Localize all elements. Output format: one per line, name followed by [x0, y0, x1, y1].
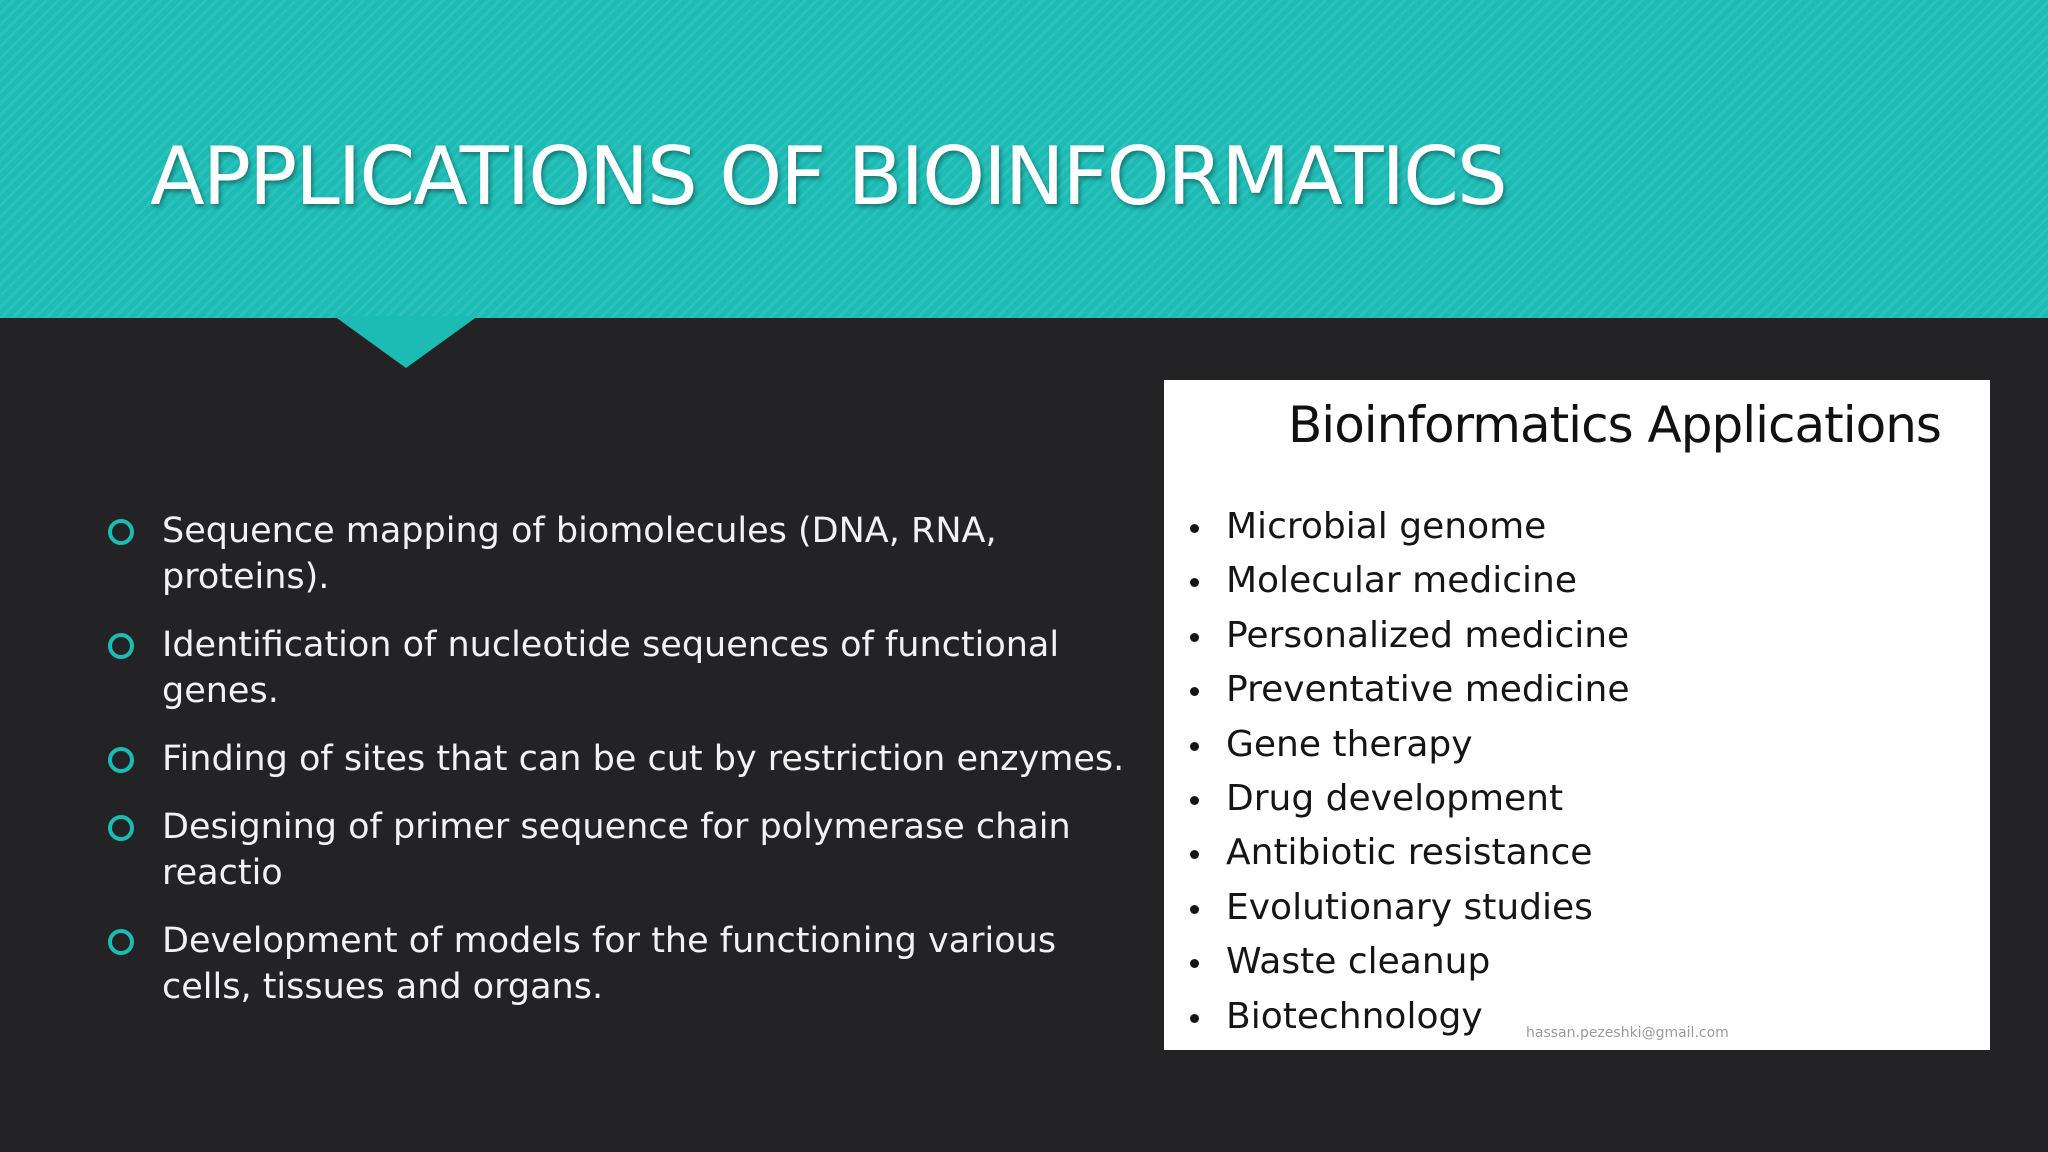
figure-credit: hassan.pezeshki@gmail.com	[1526, 1025, 1729, 1041]
bullet-item	[106, 736, 1156, 782]
figure-list-item	[1186, 772, 1630, 826]
applications-figure	[1164, 380, 1990, 1050]
slide-title: APPLICATIONS OF BIOINFORMATICS	[150, 130, 1506, 223]
header-notch	[334, 316, 478, 368]
dot-bullet-icon	[1190, 687, 1199, 696]
bullet-list	[106, 508, 1156, 1032]
circle-bullet-icon	[108, 929, 134, 955]
bullet-text: Development of models for the functioning various cells, tissues and organs.	[162, 921, 1057, 1007]
bullet-item	[106, 508, 1156, 600]
figure-list-item	[1186, 826, 1630, 880]
figure-list-item	[1186, 935, 1630, 989]
figure-item-text: Gene therapy	[1226, 723, 1473, 765]
figure-list-item	[1186, 500, 1630, 554]
dot-bullet-icon	[1190, 959, 1199, 968]
bullet-text: Sequence mapping of biomolecules (DNA, RNA, proteins).	[162, 511, 997, 597]
circle-bullet-icon	[108, 815, 134, 841]
circle-bullet-icon	[108, 519, 134, 545]
figure-item-text: Molecular medicine	[1226, 560, 1577, 602]
figure-item-text: Personalized medicine	[1226, 614, 1630, 656]
figure-list-item	[1186, 663, 1630, 717]
figure-list-item	[1186, 554, 1630, 608]
dot-bullet-icon	[1190, 796, 1199, 805]
figure-list-item	[1186, 718, 1630, 772]
circle-bullet-icon	[108, 633, 134, 659]
circle-bullet-icon	[108, 747, 134, 773]
dot-bullet-icon	[1190, 578, 1199, 587]
figure-list-item	[1186, 609, 1630, 663]
figure-item-text: Antibiotic resistance	[1226, 832, 1593, 874]
bullet-item	[106, 804, 1156, 896]
dot-bullet-icon	[1190, 850, 1199, 859]
figure-item-text: Evolutionary studies	[1226, 886, 1593, 928]
bullet-text: Identification of nucleotide sequences of functional genes.	[162, 625, 1060, 711]
bullet-item	[106, 918, 1156, 1010]
bullet-item	[106, 622, 1156, 714]
dot-bullet-icon	[1190, 1014, 1199, 1023]
figure-item-text: Preventative medicine	[1226, 669, 1630, 711]
figure-item-text: Microbial genome	[1226, 506, 1547, 547]
dot-bullet-icon	[1190, 524, 1199, 533]
dot-bullet-icon	[1190, 905, 1199, 914]
dot-bullet-icon	[1190, 633, 1199, 642]
bullet-text: Finding of sites that can be cut by restriction enzymes.	[162, 739, 1125, 779]
figure-item-text: Drug development	[1226, 777, 1564, 819]
figure-item-text: Biotechnology	[1226, 995, 1483, 1037]
figure-item-text: Waste cleanup	[1226, 941, 1491, 983]
figure-title: Bioinformatics Applications	[1288, 396, 1941, 454]
bullet-text: Designing of primer sequence for polymerase chain reactio	[162, 807, 1071, 893]
figure-list	[1186, 500, 1630, 1044]
dot-bullet-icon	[1190, 742, 1199, 751]
figure-list-item	[1186, 881, 1630, 935]
